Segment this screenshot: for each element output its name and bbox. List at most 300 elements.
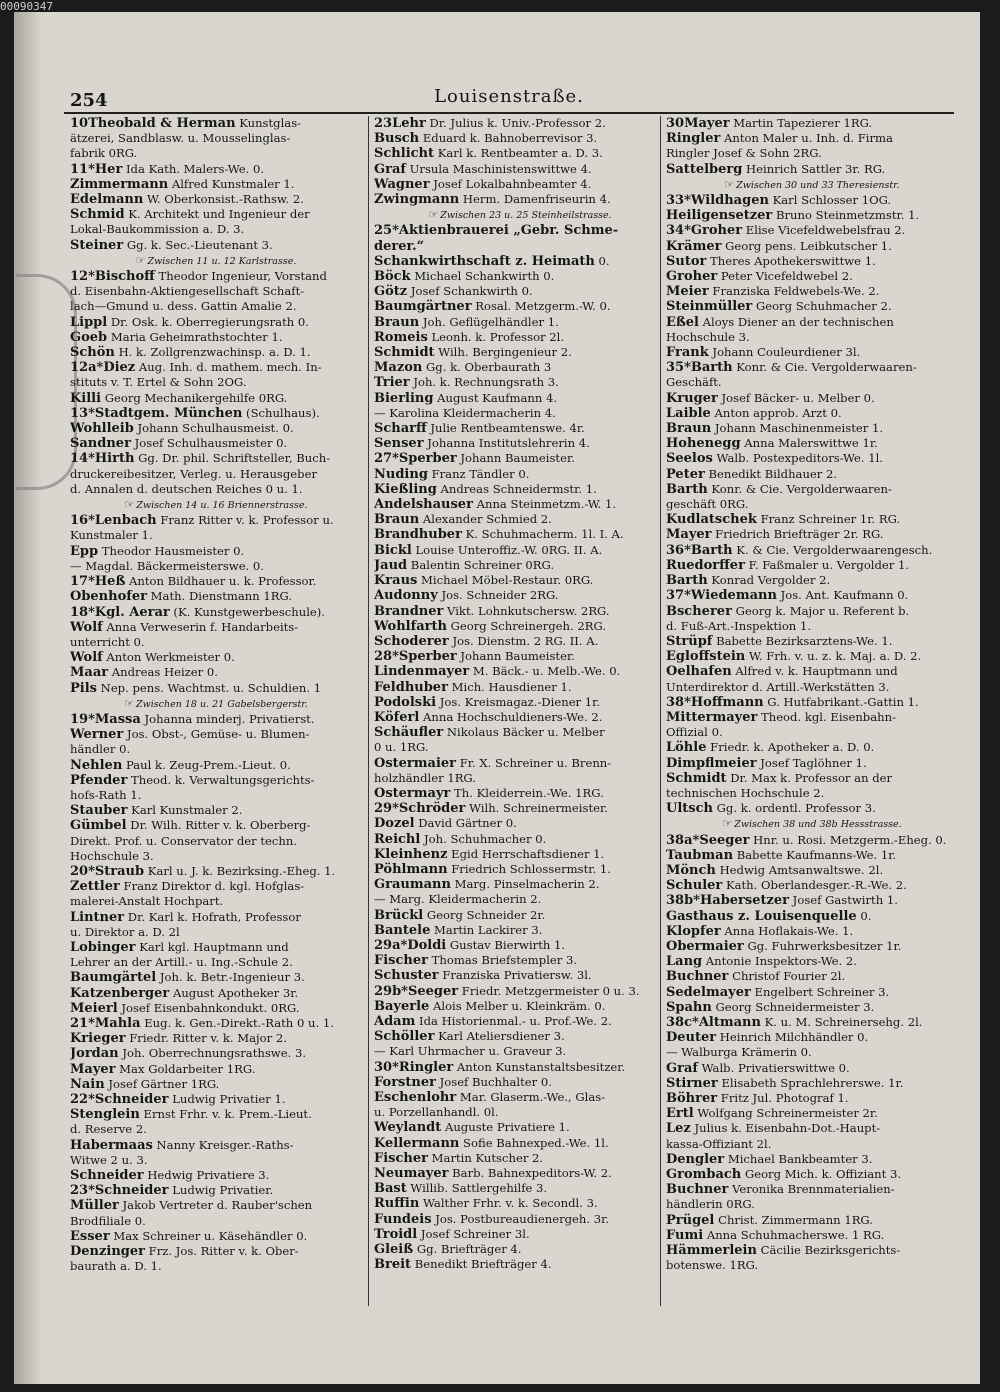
resident-name: Laible xyxy=(666,405,711,421)
cross-street-note xyxy=(70,696,362,712)
entry-details: Egid Herrschaftsdiener 1. xyxy=(447,846,605,861)
directory-entry xyxy=(374,938,666,953)
entry-details: Mich. Hausdiener 1. xyxy=(447,679,572,694)
entry-details: Franz Schreiner 1r. RG. xyxy=(756,512,901,527)
directory-entry xyxy=(666,131,958,146)
running-title: Louisenstraße. xyxy=(434,86,584,107)
entry-details: Th. Kleiderrein.-We. 1RG. xyxy=(450,785,604,800)
directory-entry xyxy=(374,162,666,177)
directory-entry xyxy=(666,146,958,161)
directory-entry xyxy=(70,391,362,406)
entry-details: Friedrich Briefträger 2r. RG. xyxy=(711,527,884,542)
resident-name: Fumi xyxy=(666,1227,704,1243)
entry-details: Peter Vicefeldwebel 2. xyxy=(717,269,853,284)
entry-details: Josef Schulhausmeister 0. xyxy=(130,436,288,451)
entry-details: Johanna minderj. Privatierst. xyxy=(140,711,315,726)
directory-entry xyxy=(70,635,362,650)
entry-details: Gg. k. Sec.-Lieutenant 3. xyxy=(123,237,273,252)
house-number: 22* xyxy=(70,1092,95,1107)
resident-name: Ultsch xyxy=(666,801,713,817)
resident-name: Deuter xyxy=(666,1030,717,1046)
directory-entry xyxy=(70,146,362,161)
entry-details: Joh. Oberrechnungsrathswe. 3. xyxy=(118,1046,307,1061)
resident-name: Strüpf xyxy=(666,633,713,649)
resident-name: Meierl xyxy=(70,1000,118,1016)
resident-name: Heiligensetzer xyxy=(666,208,773,224)
resident-name: Braun xyxy=(666,421,712,437)
directory-entry xyxy=(666,223,958,238)
directory-entry xyxy=(666,543,958,558)
entry-details: Dr. Julius k. Univ.-Professor 2. xyxy=(425,116,606,130)
directory-entry xyxy=(374,467,666,482)
entry-details: Anton approb. Arzt 0. xyxy=(710,405,842,420)
resident-name: Barth xyxy=(690,360,733,376)
resident-name: Schuler xyxy=(666,878,723,894)
directory-entry xyxy=(374,330,666,345)
resident-name: Schneider xyxy=(94,1092,169,1107)
resident-name: Ringler xyxy=(398,1059,454,1075)
resident-name: Gümbel xyxy=(70,818,127,834)
directory-entry xyxy=(70,1198,362,1213)
resident-name: Braun xyxy=(374,314,420,330)
resident-name: Andelshauser xyxy=(374,497,473,513)
directory-entry xyxy=(666,299,958,314)
directory-entry xyxy=(666,269,958,284)
directory-page xyxy=(14,12,980,1384)
directory-entry xyxy=(666,1061,958,1076)
entry-details: Hochschule 3. xyxy=(666,329,750,344)
directory-entry xyxy=(70,544,362,559)
entry-details: Max Schreiner u. Käsehändler 0. xyxy=(109,1228,308,1243)
entry-details: Gg. Briefträger 4. xyxy=(413,1242,522,1257)
resident-name: Steinmüller xyxy=(666,299,753,315)
entry-details: botenswe. 1RG. xyxy=(666,1258,759,1273)
directory-entry xyxy=(666,482,958,497)
entry-details: — Marg. Kleidermacherin 2. xyxy=(374,892,542,907)
directory-entry xyxy=(666,375,958,390)
resident-name: Mönch xyxy=(666,862,716,878)
entry-details: Kunstglas- xyxy=(235,116,302,130)
entry-details: Franziska Privatiersw. 3l. xyxy=(438,968,592,983)
entry-details: Walb. Postexpeditors-We. 1l. xyxy=(712,451,883,466)
directory-entry xyxy=(666,345,958,360)
entry-details: Friedrich Schlossermstr. 1. xyxy=(447,861,611,876)
entry-details: Hochschule 3. xyxy=(70,848,154,863)
resident-name: Esser xyxy=(70,1228,110,1244)
entry-details: Theod. k. Verwaltungsgerichts- xyxy=(127,772,315,787)
directory-entry xyxy=(666,239,958,254)
resident-name: Stadtgem. München xyxy=(94,405,243,421)
directory-entry xyxy=(666,771,958,786)
resident-name: Pfender xyxy=(70,772,128,788)
entry-details: Christ. Zimmermann 1RG. xyxy=(714,1212,873,1227)
resident-name: Jaud xyxy=(374,557,408,573)
pointing-hand-icon: ☞ xyxy=(722,817,733,831)
directory-entry xyxy=(70,894,362,909)
directory-entry xyxy=(666,1000,958,1015)
resident-name: Brückl xyxy=(374,907,424,923)
pointing-hand-icon: ☞ xyxy=(428,208,439,222)
resident-name: Straub xyxy=(94,863,145,879)
directory-entry xyxy=(666,1045,958,1060)
directory-entry xyxy=(70,758,362,773)
page-header xyxy=(64,86,954,114)
directory-entry xyxy=(70,559,362,574)
entry-details: Jos. Postbureaudienergeh. 3r. xyxy=(431,1211,610,1226)
entry-details: Auguste Privatiere 1. xyxy=(441,1120,570,1135)
entry-details: Georg Schneider 2r. xyxy=(423,907,546,922)
cross-street-note xyxy=(666,816,958,832)
resident-name: Kießling xyxy=(374,481,437,497)
resident-name: Schoderer xyxy=(374,633,449,649)
resident-name: Bast xyxy=(374,1181,407,1197)
entry-details: lach—Gmund u. dess. Gattin Amalie 2. xyxy=(70,299,297,314)
resident-name: Mahla xyxy=(94,1015,141,1031)
directory-entry xyxy=(70,1214,362,1229)
entry-details: Theres Apothekerswittwe 1. xyxy=(706,253,876,268)
directory-entry xyxy=(70,970,362,985)
entry-details: Gg. k. ordentl. Professor 3. xyxy=(712,801,876,816)
resident-name: Pöhlmann xyxy=(374,861,448,877)
entry-details: Witwe 2 u. 3. xyxy=(70,1152,148,1167)
entry-details: Joh. k. Betr.-Ingenieur 3. xyxy=(156,970,305,985)
entry-details: Aloys Diener an der technischen xyxy=(699,314,894,329)
directory-entry xyxy=(666,116,958,131)
resident-name: Romeis xyxy=(374,329,428,345)
page-spine-shadow xyxy=(14,12,42,1384)
entry-details: Friedr. Ritter v. k. Major 2. xyxy=(125,1031,287,1046)
column-2 xyxy=(374,116,666,1366)
directory-entry xyxy=(666,1228,958,1243)
directory-entry xyxy=(70,605,362,620)
entry-details: Alfred Kunstmaler 1. xyxy=(168,176,295,191)
entry-details: Franz Tändler 0. xyxy=(427,466,530,481)
house-number: 21* xyxy=(70,1015,95,1031)
directory-entry xyxy=(70,1016,362,1031)
directory-entry xyxy=(374,1212,666,1227)
resident-name: Hoffmann xyxy=(690,694,764,710)
directory-entry xyxy=(70,222,362,237)
entry-details: Joh. k. Rechnungsrath 3. xyxy=(409,375,559,390)
entry-details: Sofie Bahnexped.-We. 1l. xyxy=(459,1135,609,1150)
directory-entry xyxy=(666,878,958,893)
column-divider xyxy=(368,116,369,1306)
directory-entry xyxy=(70,421,362,436)
directory-entry xyxy=(374,892,666,907)
directory-entry xyxy=(666,740,958,755)
entry-details: Walther Frhr. v. k. Secondl. 3. xyxy=(419,1196,598,1211)
entry-details: d. Fuß-Art.-Inspektion 1. xyxy=(666,618,812,633)
pointing-hand-icon: ☞ xyxy=(124,696,135,710)
entry-details: druckereibesitzer, Verleg. u. Herausgeber xyxy=(70,466,317,481)
entry-details: Frz. Jos. Ritter v. k. Ober- xyxy=(144,1244,299,1259)
entry-details: Benedikt Briefträger 4. xyxy=(411,1257,552,1272)
resident-name: Eschenlohr xyxy=(374,1090,457,1105)
entry-details: baurath a. D. 1. xyxy=(70,1259,162,1274)
house-number: 30 xyxy=(666,116,685,131)
resident-name: Mayer xyxy=(70,1061,116,1077)
resident-name: Löhle xyxy=(666,740,707,756)
entry-details: Josef Gärtner 1RG. xyxy=(104,1076,220,1091)
resident-name: Braun xyxy=(374,512,420,528)
directory-entry xyxy=(374,649,666,664)
directory-entry xyxy=(666,634,958,649)
entry-details: Gg. k. Oberbaurath 3 xyxy=(422,360,552,375)
resident-name: Ertl xyxy=(666,1106,694,1122)
entry-details: Josef Eisenbahnkondukt. 0RG. xyxy=(117,1000,300,1015)
entry-details: Cäcilie Bezirksgerichts- xyxy=(756,1243,901,1258)
directory-entry xyxy=(374,512,666,527)
directory-entry xyxy=(666,786,958,801)
entry-details: Bruno Steinmetzmstr. 1. xyxy=(772,208,920,223)
directory-entry xyxy=(666,573,958,588)
directory-entry xyxy=(374,482,666,497)
entry-details: Friedr. k. Apotheker a. D. 0. xyxy=(706,740,875,755)
directory-entry xyxy=(374,1166,666,1181)
directory-entry xyxy=(374,999,666,1014)
directory-entry xyxy=(374,116,666,131)
directory-entry xyxy=(70,177,362,192)
directory-entry xyxy=(666,436,958,451)
directory-entry xyxy=(70,925,362,940)
resident-name: Ruedorffer xyxy=(666,557,745,573)
directory-entry xyxy=(666,1213,958,1228)
directory-entry xyxy=(70,1138,362,1153)
resident-name: Schuster xyxy=(374,968,439,984)
directory-entry xyxy=(70,940,362,955)
directory-entry xyxy=(374,497,666,512)
entry-details: fabrik 0RG. xyxy=(70,146,138,161)
house-number: 19* xyxy=(70,711,95,727)
directory-entry xyxy=(666,193,958,208)
resident-name: Wagner xyxy=(374,176,430,192)
resident-name: Obermaier xyxy=(666,938,744,954)
entry-details: Josef Bäcker- u. Melber 0. xyxy=(717,390,875,405)
resident-name: Katzenberger xyxy=(70,985,170,1001)
resident-name: Zwingmann xyxy=(374,192,460,208)
resident-name: Graf xyxy=(374,161,406,177)
entry-details: Gg. Fuhrwerksbesitzer 1r. xyxy=(743,938,902,953)
street-text: Zwischen 23 u. 25 Steinheilstrasse. xyxy=(440,210,612,222)
entry-details: holzhändler 1RG. xyxy=(374,770,476,785)
entry-details: Josef Schankwirth 0. xyxy=(407,284,533,299)
house-number: 23 xyxy=(374,116,393,131)
resident-name: Sedelmayer xyxy=(666,984,751,1000)
house-number: 36* xyxy=(666,542,691,558)
entry-details: Martin Tapezierer 1RG. xyxy=(729,116,873,130)
resident-name: Egloffstein xyxy=(666,649,746,665)
directory-entry xyxy=(70,406,362,421)
entry-details: Anton Werkmeister 0. xyxy=(102,650,235,665)
resident-name: Audonny xyxy=(374,588,438,604)
directory-entry xyxy=(70,345,362,360)
resident-name: Müller xyxy=(70,1198,119,1214)
paper-clip-shadow xyxy=(16,274,77,490)
entry-details: Dr. Max k. Professor an der xyxy=(726,770,893,785)
entry-details: Michael Möbel-Restaur. 0RG. xyxy=(417,573,594,588)
resident-name: Wildhagen xyxy=(690,193,769,209)
directory-entry xyxy=(374,953,666,968)
resident-name: Kruger xyxy=(666,390,718,406)
resident-name: Diez xyxy=(103,360,136,376)
directory-entry xyxy=(70,1077,362,1092)
resident-name: Nehlen xyxy=(70,757,123,773)
directory-entry xyxy=(666,1106,958,1121)
resident-name: Aktienbrauerei „Gebr. Schme- xyxy=(398,223,619,239)
entry-details: Vikt. Lohnkutschersw. 2RG. xyxy=(443,603,610,618)
house-number: 17* xyxy=(70,574,95,590)
resident-name: Dengler xyxy=(666,1151,725,1167)
directory-entry xyxy=(374,1075,666,1090)
house-number: 29a* xyxy=(374,937,408,953)
entry-details: Jakob Vertreter d. Rauber'schen xyxy=(118,1198,313,1213)
resident-name: Schäufler xyxy=(374,725,444,741)
directory-entry xyxy=(374,1044,666,1059)
directory-entry xyxy=(666,863,958,878)
house-number: 33* xyxy=(666,193,691,209)
entry-details: d. Reserve 2. xyxy=(70,1122,147,1137)
directory-entry xyxy=(70,1046,362,1061)
directory-entry xyxy=(374,223,666,238)
directory-entry xyxy=(374,1090,666,1105)
directory-entry xyxy=(666,208,958,223)
entry-details: malerei-Anstalt Hochpart. xyxy=(70,894,224,909)
entry-details: Lokal-Baukommission a. D. 3. xyxy=(70,222,245,237)
resident-name: Köferl xyxy=(374,709,420,725)
street-text: Zwischen 18 u. 21 Gabelsbergerstr. xyxy=(136,698,308,710)
resident-name: Lippl xyxy=(70,314,108,330)
resident-name: Sandner xyxy=(70,436,131,452)
directory-entry xyxy=(70,879,362,894)
entry-details: Joh. Schuhmacher 0. xyxy=(420,831,547,846)
entry-details: K. Schuhmacherm. 1l. I. A. xyxy=(461,527,624,542)
entry-details: Johann Baumeister. xyxy=(456,451,575,466)
directory-entry xyxy=(666,162,958,177)
entry-details: Jos. Kreismagaz.-Diener 1r. xyxy=(436,694,601,709)
directory-entry xyxy=(374,695,666,710)
pointing-hand-icon: ☞ xyxy=(135,253,146,267)
entry-details: stituts v. T. Ertel & Sohn 2OG. xyxy=(70,375,247,390)
entry-details: Karl Ateliersdiener 3. xyxy=(434,1029,565,1044)
directory-entry xyxy=(374,299,666,314)
entry-details: Konr. & Cie. Vergolderwaaren- xyxy=(732,360,917,375)
entry-details: Mar. Glaserm.-We., Glas- xyxy=(456,1090,606,1104)
directory-entry xyxy=(666,969,958,984)
directory-entry xyxy=(666,284,958,299)
entry-details: Konrad Vergolder 2. xyxy=(707,573,831,588)
entry-details: Johann Schulhausmeist. 0. xyxy=(133,421,294,436)
directory-entry xyxy=(666,893,958,908)
entry-details: Anna Malerswittwe 1r. xyxy=(740,436,878,451)
entry-details: W. Oberkonsist.-Rathsw. 2. xyxy=(143,192,304,207)
resident-name: Stauber xyxy=(70,803,128,819)
entry-details: K. Architekt und Ingenieur der xyxy=(124,207,310,222)
directory-entry xyxy=(666,619,958,634)
directory-entry xyxy=(666,254,958,269)
directory-entry xyxy=(70,131,362,146)
directory-entry xyxy=(666,1258,958,1273)
resident-name: Seeger xyxy=(407,983,459,999)
entry-details: Veronika Brennmaterialien- xyxy=(728,1182,895,1197)
resident-name: Schneider xyxy=(70,1168,144,1184)
resident-name: Zettler xyxy=(70,879,120,895)
entry-details: Offizial 0. xyxy=(666,725,723,740)
directory-entry xyxy=(374,801,666,816)
entry-details: Nikolaus Bäcker u. Melber xyxy=(443,725,605,740)
directory-entry xyxy=(666,954,958,969)
entry-details: Benedikt Bildhauer 2. xyxy=(704,466,838,481)
directory-entry xyxy=(374,451,666,466)
directory-entry xyxy=(70,269,362,284)
directory-entry xyxy=(374,604,666,619)
resident-name: Buchner xyxy=(666,1182,729,1198)
resident-name: Mittermayer xyxy=(666,709,758,725)
directory-entry xyxy=(70,955,362,970)
entry-details: Kath. Oberlandesger.-R.-We. 2. xyxy=(722,878,907,893)
resident-name: Jordan xyxy=(70,1046,119,1062)
resident-name: Wolf xyxy=(70,619,103,635)
resident-name: Schröder xyxy=(398,801,466,817)
directory-entry xyxy=(666,360,958,375)
directory-entry xyxy=(666,909,958,924)
entry-details: Maria Geheimrathstochter 1. xyxy=(107,329,283,344)
resident-name: Kgl. Aerar xyxy=(94,604,170,620)
house-number: 25* xyxy=(374,223,399,239)
entry-details: u. Porzellanhandl. 0l. xyxy=(374,1105,499,1120)
resident-name: Lenbach xyxy=(94,513,157,529)
directory-entry xyxy=(70,360,362,375)
resident-name: Seelos xyxy=(666,451,713,467)
directory-entry xyxy=(70,192,362,207)
directory-entry xyxy=(374,588,666,603)
resident-name: Trier xyxy=(374,375,410,391)
entry-details: Josef Buchhalter 0. xyxy=(435,1074,552,1089)
directory-entry xyxy=(70,574,362,589)
entry-details: 0 u. 1RG. xyxy=(374,740,429,755)
entry-details: u. Direktor a. D. 2l xyxy=(70,924,180,939)
directory-entry xyxy=(70,620,362,635)
house-number: 27* xyxy=(374,451,399,467)
house-number: 20* xyxy=(70,863,95,879)
directory-entry xyxy=(666,558,958,573)
scan-id: 00090347 xyxy=(0,0,53,13)
entry-details: Ludwig Privatier 1. xyxy=(168,1092,286,1106)
directory-entry xyxy=(374,756,666,771)
resident-name: Schankwirthschaft z. Heimath xyxy=(374,253,595,269)
entry-details: K. u. M. Schreinersehg. 2l. xyxy=(760,1014,923,1029)
directory-entry xyxy=(70,207,362,222)
directory-entry xyxy=(70,330,362,345)
resident-name: Werner xyxy=(70,727,124,743)
resident-name: Fischer xyxy=(374,1150,428,1166)
resident-name: Kleinhenz xyxy=(374,846,448,862)
directory-entry xyxy=(374,771,666,786)
house-number: 30* xyxy=(374,1059,399,1075)
resident-name: Gleiß xyxy=(374,1242,414,1258)
entry-details: d. Annalen d. deutschen Reiches 0 u. 1. xyxy=(70,481,303,496)
column-1 xyxy=(70,116,362,1366)
directory-entry xyxy=(374,1151,666,1166)
entry-details: ätzerei, Sandblasw. u. Mousselinglas- xyxy=(70,131,291,146)
resident-name: Sutor xyxy=(666,253,707,269)
entry-details: Wilh. Bergingenieur 2. xyxy=(434,345,572,360)
entry-details: Anna Verweserin f. Handarbeits- xyxy=(102,619,299,634)
entry-details: Heinrich Sattler 3r. RG. xyxy=(742,161,886,176)
directory-entry xyxy=(70,116,362,131)
directory-entry xyxy=(666,664,958,679)
house-number: 28* xyxy=(374,649,399,665)
resident-name: Altmann xyxy=(698,1014,761,1030)
